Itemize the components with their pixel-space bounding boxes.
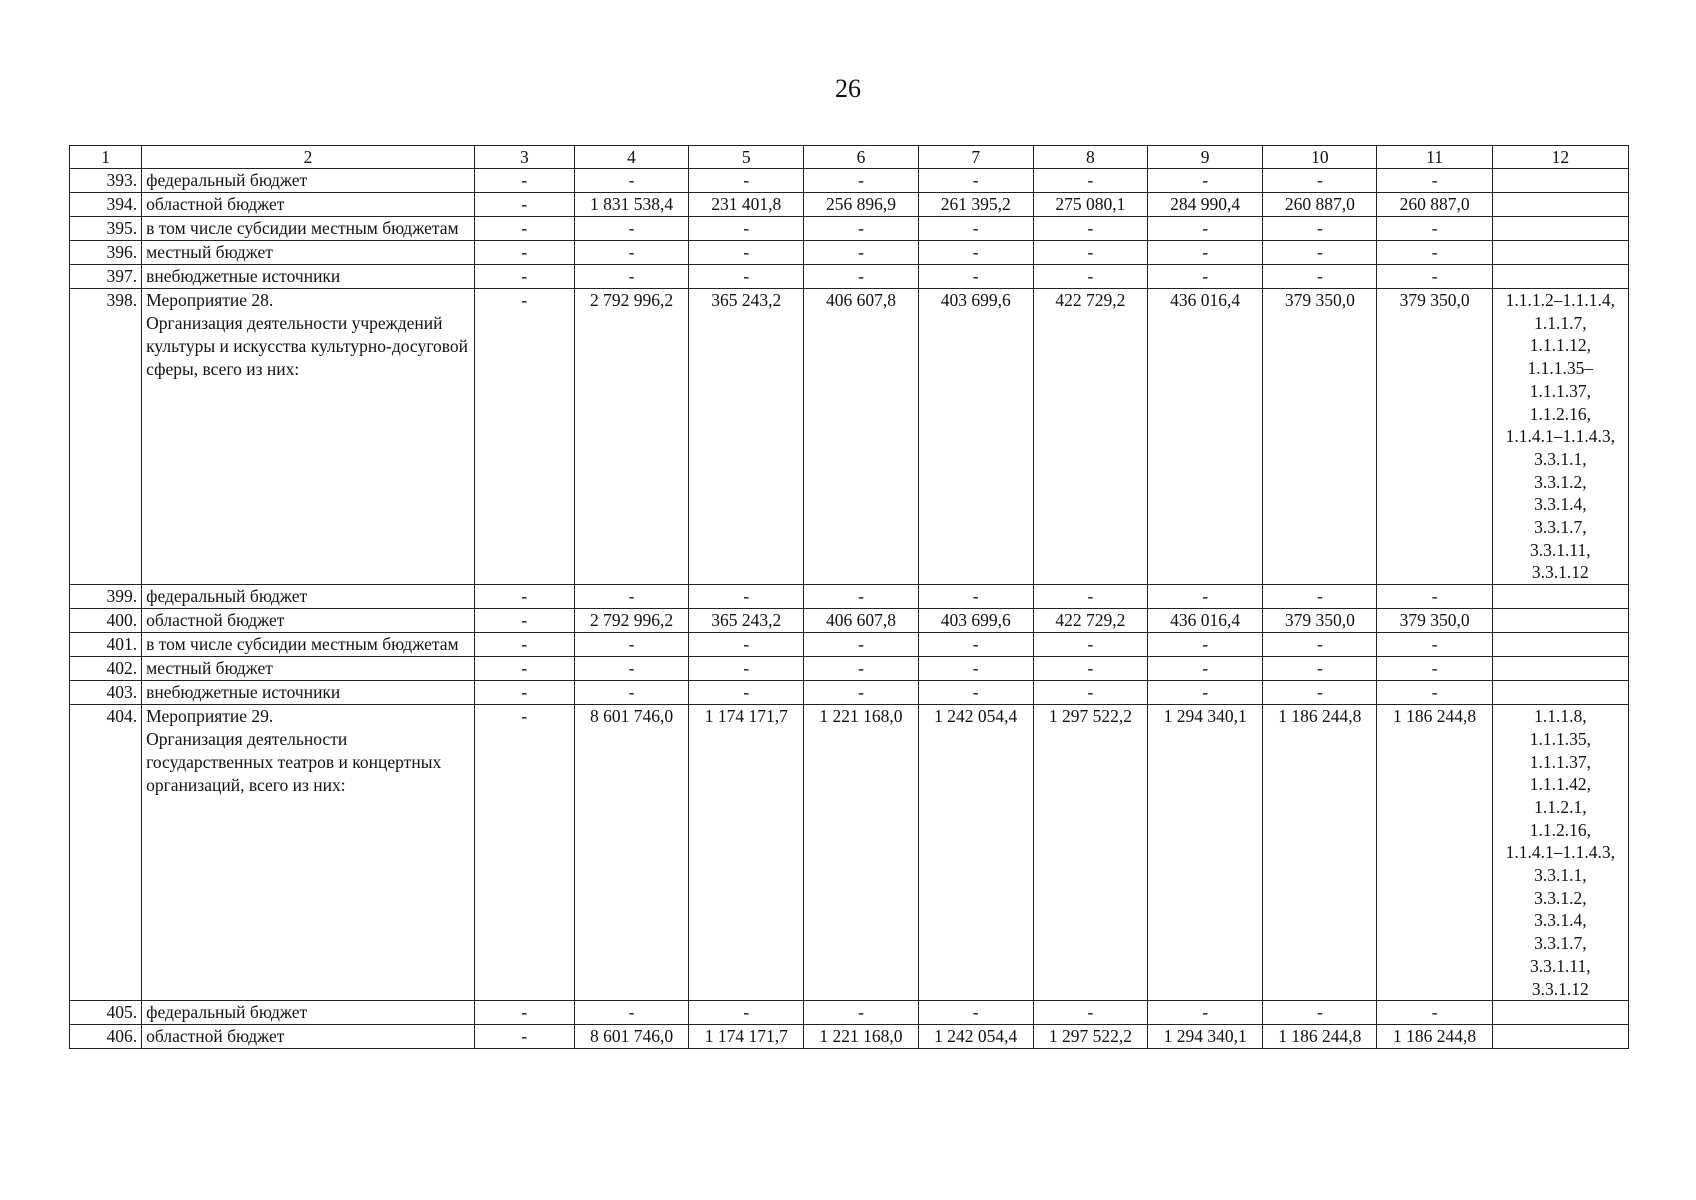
- col-6-value: -: [804, 585, 918, 609]
- col-6-value: 256 896,9: [804, 193, 918, 217]
- column-number: 4: [574, 146, 688, 169]
- row-number: 401.: [70, 633, 142, 657]
- target-indicators: [1492, 265, 1628, 289]
- col-3-value: -: [474, 217, 574, 241]
- col-6-value: -: [804, 169, 918, 193]
- col-6-value: 1 221 168,0: [804, 705, 918, 1001]
- target-indicators: [1492, 681, 1628, 705]
- row-number: 396.: [70, 241, 142, 265]
- col-8-value: -: [1033, 217, 1147, 241]
- item-name: Мероприятие 28. Организация деятельности учреждений культуры и искусства культурно-досуговой сферы, всего из них:: [142, 289, 475, 585]
- col-6-value: -: [804, 265, 918, 289]
- target-indicators: [1492, 193, 1628, 217]
- row-number: 395.: [70, 217, 142, 241]
- col-7-value: -: [918, 657, 1033, 681]
- col-5-value: -: [689, 1001, 804, 1025]
- col-8-value: -: [1033, 169, 1147, 193]
- item-name: федеральный бюджет: [142, 169, 475, 193]
- table-row: [70, 657, 1629, 681]
- table-row: [70, 265, 1629, 289]
- col-9-value: -: [1148, 633, 1263, 657]
- col-3-value: -: [474, 289, 574, 585]
- col-9-value: 436 016,4: [1148, 289, 1263, 585]
- table-row: [70, 633, 1629, 657]
- col-7-value: 1 242 054,4: [918, 705, 1033, 1001]
- col-3-value: -: [474, 585, 574, 609]
- col-6-value: -: [804, 681, 918, 705]
- col-11-value: -: [1377, 1001, 1492, 1025]
- col-7-value: -: [918, 265, 1033, 289]
- col-8-value: 1 297 522,2: [1033, 705, 1147, 1001]
- column-number: 1: [70, 146, 142, 169]
- col-5-value: -: [689, 169, 804, 193]
- col-5-value: -: [689, 633, 804, 657]
- row-number: 404.: [70, 705, 142, 1001]
- table-row: [70, 705, 1629, 1001]
- col-4-value: 8 601 746,0: [574, 705, 688, 1001]
- item-name: федеральный бюджет: [142, 1001, 475, 1025]
- col-3-value: -: [474, 633, 574, 657]
- col-7-value: 403 699,6: [918, 289, 1033, 585]
- col-11-value: 379 350,0: [1377, 609, 1492, 633]
- col-4-value: 2 792 996,2: [574, 609, 688, 633]
- row-number: 394.: [70, 193, 142, 217]
- col-10-value: -: [1263, 585, 1377, 609]
- column-number: 5: [689, 146, 804, 169]
- budget-table: [69, 145, 1629, 1049]
- col-5-value: -: [689, 217, 804, 241]
- row-number: 397.: [70, 265, 142, 289]
- col-10-value: 1 186 244,8: [1263, 1025, 1377, 1049]
- col-6-value: -: [804, 633, 918, 657]
- item-name: областной бюджет: [142, 609, 475, 633]
- col-5-value: 365 243,2: [689, 609, 804, 633]
- table-row: [70, 585, 1629, 609]
- col-10-value: -: [1263, 169, 1377, 193]
- col-8-value: -: [1033, 585, 1147, 609]
- col-7-value: -: [918, 241, 1033, 265]
- col-3-value: -: [474, 193, 574, 217]
- column-number: 8: [1033, 146, 1147, 169]
- target-indicators: [1492, 633, 1628, 657]
- col-9-value: -: [1148, 585, 1263, 609]
- col-7-value: 1 242 054,4: [918, 1025, 1033, 1049]
- col-9-value: -: [1148, 217, 1263, 241]
- col-11-value: 379 350,0: [1377, 289, 1492, 585]
- col-4-value: -: [574, 585, 688, 609]
- item-name: федеральный бюджет: [142, 585, 475, 609]
- col-5-value: -: [689, 585, 804, 609]
- row-number: 403.: [70, 681, 142, 705]
- row-number: 406.: [70, 1025, 142, 1049]
- item-name: внебюджетные источники: [142, 681, 475, 705]
- column-number-row: [70, 146, 1629, 169]
- col-5-value: -: [689, 657, 804, 681]
- col-11-value: 260 887,0: [1377, 193, 1492, 217]
- target-indicators: [1492, 585, 1628, 609]
- col-9-value: -: [1148, 1001, 1263, 1025]
- col-7-value: 403 699,6: [918, 609, 1033, 633]
- col-10-value: -: [1263, 217, 1377, 241]
- table-row: [70, 1001, 1629, 1025]
- target-indicators: [1492, 1001, 1628, 1025]
- col-3-value: -: [474, 657, 574, 681]
- col-11-value: -: [1377, 265, 1492, 289]
- col-3-value: -: [474, 265, 574, 289]
- col-3-value: -: [474, 169, 574, 193]
- column-number: 6: [804, 146, 918, 169]
- col-11-value: -: [1377, 657, 1492, 681]
- col-9-value: -: [1148, 657, 1263, 681]
- col-9-value: -: [1148, 265, 1263, 289]
- col-3-value: -: [474, 1025, 574, 1049]
- col-8-value: -: [1033, 1001, 1147, 1025]
- col-10-value: -: [1263, 241, 1377, 265]
- column-number: 2: [142, 146, 475, 169]
- table-row: [70, 609, 1629, 633]
- col-9-value: -: [1148, 169, 1263, 193]
- col-7-value: -: [918, 217, 1033, 241]
- col-3-value: -: [474, 1001, 574, 1025]
- table-row: [70, 241, 1629, 265]
- item-name: областной бюджет: [142, 1025, 475, 1049]
- row-number: 400.: [70, 609, 142, 633]
- target-indicators: [1492, 1025, 1628, 1049]
- col-8-value: -: [1033, 657, 1147, 681]
- col-4-value: -: [574, 241, 688, 265]
- col-11-value: 1 186 244,8: [1377, 705, 1492, 1001]
- col-9-value: 436 016,4: [1148, 609, 1263, 633]
- col-3-value: -: [474, 241, 574, 265]
- col-7-value: -: [918, 633, 1033, 657]
- col-7-value: -: [918, 681, 1033, 705]
- column-number: 3: [474, 146, 574, 169]
- item-name: областной бюджет: [142, 193, 475, 217]
- row-number: 405.: [70, 1001, 142, 1025]
- col-5-value: 365 243,2: [689, 289, 804, 585]
- col-6-value: -: [804, 217, 918, 241]
- col-8-value: -: [1033, 681, 1147, 705]
- col-7-value: -: [918, 1001, 1033, 1025]
- col-10-value: -: [1263, 633, 1377, 657]
- page-number: 26: [835, 74, 861, 103]
- col-6-value: -: [804, 657, 918, 681]
- col-6-value: -: [804, 1001, 918, 1025]
- col-4-value: -: [574, 1001, 688, 1025]
- item-name: в том числе субсидии местным бюджетам: [142, 633, 475, 657]
- column-number: 9: [1148, 146, 1263, 169]
- target-indicators: [1492, 657, 1628, 681]
- col-4-value: -: [574, 265, 688, 289]
- item-name: местный бюджет: [142, 657, 475, 681]
- col-11-value: -: [1377, 217, 1492, 241]
- col-5-value: 231 401,8: [689, 193, 804, 217]
- table-row: [70, 193, 1629, 217]
- col-4-value: -: [574, 169, 688, 193]
- col-9-value: -: [1148, 681, 1263, 705]
- col-10-value: -: [1263, 657, 1377, 681]
- col-10-value: 1 186 244,8: [1263, 705, 1377, 1001]
- table-body: [70, 169, 1629, 1049]
- col-9-value: 1 294 340,1: [1148, 1025, 1263, 1049]
- target-indicators: [1492, 609, 1628, 633]
- col-8-value: -: [1033, 265, 1147, 289]
- column-number: 7: [918, 146, 1033, 169]
- col-4-value: -: [574, 217, 688, 241]
- col-4-value: -: [574, 681, 688, 705]
- col-5-value: 1 174 171,7: [689, 705, 804, 1001]
- col-10-value: 260 887,0: [1263, 193, 1377, 217]
- column-number: 11: [1377, 146, 1492, 169]
- col-4-value: 1 831 538,4: [574, 193, 688, 217]
- col-8-value: 275 080,1: [1033, 193, 1147, 217]
- table-row: [70, 681, 1629, 705]
- col-10-value: -: [1263, 681, 1377, 705]
- col-9-value: -: [1148, 241, 1263, 265]
- col-5-value: -: [689, 241, 804, 265]
- target-indicators: [1492, 217, 1628, 241]
- col-6-value: -: [804, 241, 918, 265]
- row-number: 398.: [70, 289, 142, 585]
- col-9-value: 1 294 340,1: [1148, 705, 1263, 1001]
- column-number: 12: [1492, 146, 1628, 169]
- row-number: 393.: [70, 169, 142, 193]
- table-row: [70, 1025, 1629, 1049]
- row-number: 399.: [70, 585, 142, 609]
- col-3-value: -: [474, 705, 574, 1001]
- target-indicators: 1.1.1.2–1.1.1.4, 1.1.1.7, 1.1.1.12, 1.1.1.35– 1.1.1.37, 1.1.2.16, 1.1.4.1–1.1.4.3, 3.3.1.1, 3.3.1.2, 3.3.1.4, 3.3.1.7, 3.3.1.11, 3.3.1.12: [1492, 289, 1628, 585]
- item-name: внебюджетные источники: [142, 265, 475, 289]
- col-6-value: 1 221 168,0: [804, 1025, 918, 1049]
- item-name: в том числе субсидии местным бюджетам: [142, 217, 475, 241]
- col-4-value: 8 601 746,0: [574, 1025, 688, 1049]
- col-11-value: -: [1377, 169, 1492, 193]
- col-4-value: -: [574, 657, 688, 681]
- col-6-value: 406 607,8: [804, 289, 918, 585]
- col-8-value: 1 297 522,2: [1033, 1025, 1147, 1049]
- col-10-value: 379 350,0: [1263, 289, 1377, 585]
- col-7-value: -: [918, 585, 1033, 609]
- col-4-value: 2 792 996,2: [574, 289, 688, 585]
- target-indicators: [1492, 241, 1628, 265]
- col-10-value: 379 350,0: [1263, 609, 1377, 633]
- col-10-value: -: [1263, 265, 1377, 289]
- col-5-value: -: [689, 681, 804, 705]
- col-11-value: -: [1377, 241, 1492, 265]
- table-row: [70, 169, 1629, 193]
- col-6-value: 406 607,8: [804, 609, 918, 633]
- col-7-value: -: [918, 169, 1033, 193]
- col-3-value: -: [474, 609, 574, 633]
- col-11-value: -: [1377, 633, 1492, 657]
- col-9-value: 284 990,4: [1148, 193, 1263, 217]
- target-indicators: [1492, 169, 1628, 193]
- table-row: [70, 289, 1629, 585]
- col-8-value: -: [1033, 241, 1147, 265]
- col-7-value: 261 395,2: [918, 193, 1033, 217]
- target-indicators: 1.1.1.8, 1.1.1.35, 1.1.1.37, 1.1.1.42, 1.1.2.1, 1.1.2.16, 1.1.4.1–1.1.4.3, 3.3.1.1, 3.3.1.2, 3.3.1.4, 3.3.1.7, 3.3.1.11, 3.3.1.12: [1492, 705, 1628, 1001]
- col-8-value: 422 729,2: [1033, 609, 1147, 633]
- column-number: 10: [1263, 146, 1377, 169]
- col-5-value: 1 174 171,7: [689, 1025, 804, 1049]
- item-name: местный бюджет: [142, 241, 475, 265]
- col-8-value: -: [1033, 633, 1147, 657]
- row-number: 402.: [70, 657, 142, 681]
- table-row: [70, 217, 1629, 241]
- col-11-value: -: [1377, 681, 1492, 705]
- col-5-value: -: [689, 265, 804, 289]
- col-8-value: 422 729,2: [1033, 289, 1147, 585]
- col-3-value: -: [474, 681, 574, 705]
- item-name: Мероприятие 29. Организация деятельности государственных театров и концертных организаций, всего из них:: [142, 705, 475, 1001]
- col-10-value: -: [1263, 1001, 1377, 1025]
- col-11-value: -: [1377, 585, 1492, 609]
- col-11-value: 1 186 244,8: [1377, 1025, 1492, 1049]
- col-4-value: -: [574, 633, 688, 657]
